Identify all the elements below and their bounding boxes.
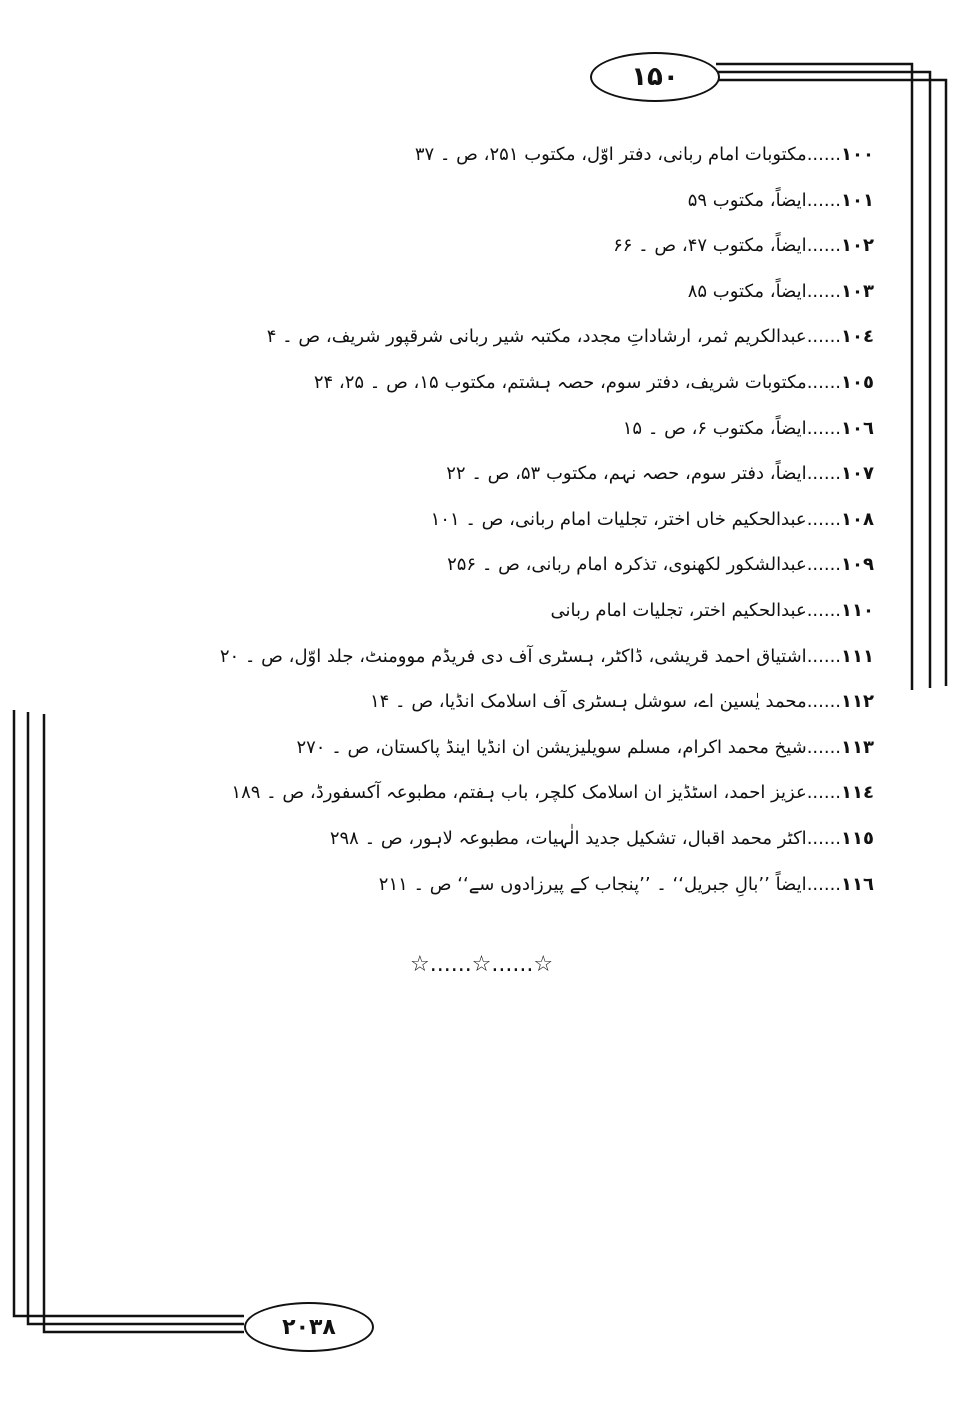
- footnote-text: اکٹر محمد اقبال، تشکیل جدید الٰہیات، مطبوعہ لاہور، ص ۔ ۲۹۸: [329, 827, 807, 849]
- footnote-item: [314, 862, 874, 908]
- footnote-leader-dots: ......: [806, 280, 842, 302]
- footnote-number: ١٠٦: [841, 417, 874, 439]
- page-number-badge-bottom: [244, 1302, 374, 1352]
- footnote-leader-dots: ......: [806, 463, 842, 485]
- footnote-leader-dots: ......: [806, 326, 842, 348]
- footnote-item: [314, 132, 874, 178]
- footnote-leader-dots: ......: [806, 827, 842, 849]
- footnote-number: ١١٣: [841, 736, 874, 758]
- footnote-number: ١١٦: [841, 873, 874, 895]
- footnote-leader-dots: ......: [806, 189, 842, 211]
- footnote-item: [314, 223, 874, 269]
- footnote-text: عبدالشکور لکھنوی، تذکرہ امام ربانی، ص ۔ ۲۵۶: [447, 554, 807, 576]
- footnote-number: ١٠٩: [841, 554, 874, 576]
- footnote-item: [296, 725, 874, 771]
- footnote-number: ١١٢: [841, 691, 874, 713]
- footnote-number: ١٠٨: [841, 508, 874, 530]
- footnote-item: [314, 497, 874, 543]
- footnote-item: [314, 679, 874, 725]
- footnote-number: ١١٥: [841, 827, 874, 849]
- footnote-text: عبدالحکیم خاں اختر، تجلیات امام ربانی، ص ۔ ۱۰۱: [430, 508, 807, 530]
- footnote-number: ١١٤: [841, 782, 874, 804]
- footnote-leader-dots: ......: [806, 736, 842, 758]
- footnote-text: ایضاً، مکتوب ۵۹: [687, 189, 807, 211]
- footnote-text: مکتوبات شریف، دفتر سوم، حصہ ہشتم، مکتوب ۱۵، ص ۔ ۲۵، ۲۴: [313, 371, 807, 393]
- footnote-text: اشتیاق احمد قریشی، ڈاکٹر، ہسٹری آف دی فریڈم موومنٹ، جلد اوّل، ص ۔ ۲۰: [219, 645, 807, 667]
- page-number-bottom: ۲۰۳۸: [282, 1314, 336, 1340]
- footnote-item: [266, 314, 874, 360]
- footnote-item: [314, 178, 874, 224]
- footnote-number: ١٠١: [841, 189, 874, 211]
- footnote-number: ١٠٥: [841, 371, 874, 393]
- footnote-leader-dots: ......: [806, 554, 842, 576]
- footnote-number: ١٠٣: [841, 280, 874, 302]
- footnote-text: ایضاً، مکتوب ۴۷، ص ۔ ۶۶: [613, 235, 807, 257]
- footnote-text: ایضاً، مکتوب ۶، ص ۔ ۱۵: [622, 417, 807, 439]
- footnote-text: عبدالحکیم اختر، تجلیات امام ربانی: [550, 599, 807, 621]
- footnote-text: عزیز احمد، اسٹڈیز ان اسلامک کلچر، باب ہفتم، مطبوعہ آکسفورڈ، ص ۔ ۱۸۹: [231, 782, 807, 804]
- footnote-item: [314, 542, 874, 588]
- footnote-item: [314, 816, 874, 862]
- footnote-item: [314, 406, 874, 452]
- footnote-leader-dots: ......: [806, 645, 842, 667]
- footnote-item: [219, 634, 874, 680]
- footnotes-list: [219, 132, 874, 907]
- footnote-item: [231, 770, 874, 816]
- footnote-text: عبدالکریم ثمر، ارشاداتِ مجدد، مکتبہ شیر ربانی شرقپور شریف، ص ۔ ۴: [266, 326, 807, 348]
- footnote-leader-dots: ......: [806, 417, 842, 439]
- footnote-number: ١٠٤: [841, 326, 874, 348]
- footnote-item: [314, 451, 874, 497]
- footnote-number: ١٠٢: [841, 235, 874, 257]
- end-ornament: ☆......☆......☆: [410, 952, 554, 977]
- footnote-leader-dots: ......: [806, 235, 842, 257]
- footnote-number: ١٠٧: [841, 463, 874, 485]
- footnote-text: ایضاً، مکتوب ۸۵: [687, 280, 807, 302]
- footnote-text: شیخ محمد اکرام، مسلم سویلیزیشن ان انڈیا اینڈ پاکستان، ص ۔ ۲۷۰: [296, 736, 807, 758]
- footnote-text: محمد یٰسین اے، سوشل ہسٹری آف اسلامک انڈیا، ص ۔ ۱۴: [369, 691, 807, 713]
- footnote-item: [314, 269, 874, 315]
- footnote-text: ایضاً، دفتر سوم، حصہ نہم، مکتوب ۵۳، ص ۔ ۲۲: [446, 463, 807, 485]
- footnote-number: ١٠٠: [841, 144, 874, 165]
- footnote-leader-dots: ......: [806, 691, 842, 713]
- page-number-badge-top: [590, 52, 720, 102]
- footnote-leader-dots: ......: [806, 371, 842, 393]
- footnote-number: ١١١: [841, 645, 874, 667]
- footnote-item: [314, 360, 874, 406]
- footnote-leader-dots: ......: [806, 144, 842, 165]
- footnote-leader-dots: ......: [806, 508, 842, 530]
- footnote-number: ١١٠: [841, 599, 874, 621]
- page-number-top: ۱۵۰: [631, 62, 679, 92]
- footnote-leader-dots: ......: [806, 599, 842, 621]
- footnote-item: [314, 588, 874, 634]
- footnote-leader-dots: ......: [806, 782, 842, 804]
- footnote-text: مکتوبات امام ربانی، دفتر اوّل، مکتوب ۲۵۱، ص ۔ ۳۷: [414, 144, 807, 165]
- footnote-leader-dots: ......: [806, 873, 842, 895]
- footnote-text: ایضاً ’’بالِ جبریل‘‘ ۔ ’’پنجاب کے پیرزادوں سے‘‘ ص ۔ ۲۱۱: [378, 873, 807, 895]
